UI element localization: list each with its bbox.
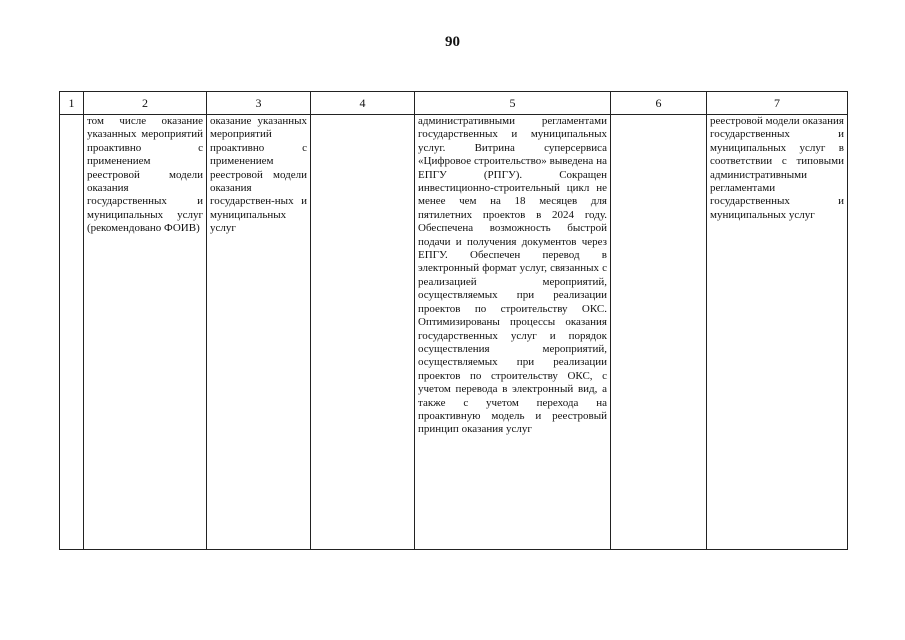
column-header: 6 [611,92,707,115]
column-header: 5 [415,92,611,115]
cell-text: оказание указанных мероприятий проактивно с применением реестровой модели оказания государствен-ных и муниципальных услуг [210,115,307,235]
column-header: 7 [707,92,848,115]
page-number: 90 [445,34,460,50]
table-cell-col5 [415,115,611,550]
table-cell-col2 [84,115,207,550]
table-cell-col3 [207,115,311,550]
table-cell-col4 [311,115,415,550]
cell-text: реестровой модели оказания государственных и муниципальных услуг в соответствии с типовыми административными регламентами государственных и муниципальных услуг [710,115,844,221]
column-header: 2 [84,92,207,115]
table-cell-col6 [611,115,707,550]
cell-text: том числе оказание указанных мероприятий проактивно с применением реестровой модели оказания государственных и муниципальных услуг (рекомендовано ФОИВ) [87,115,203,235]
table-row [60,115,848,550]
column-header: 4 [311,92,415,115]
table-header-row [60,92,848,115]
column-header: 1 [60,92,84,115]
table-cell-col7 [707,115,848,550]
document-table [59,91,848,550]
column-header: 3 [207,92,311,115]
table-cell-col1 [60,115,84,550]
cell-text: административными регламентами государственных и муниципальных услуг. Витрина суперсервиса «Цифровое строительство» выведена на ЕПГУ (РПГУ). Сокращен инвестиционно-строительный цикл не менее чем на 18 месяцев для пятилетних проектов в 2024 году. Обеспечена возможность быстрой подачи и получения документов через ЕПГУ. Обеспечен перевод в электронный формат услуг, связанных с реализацией мероприятий, осуществляемых при реализации проектов по строительству ОКС. Оптимизированы процессы оказания государственных услуг и порядок осуществления мероприятий, осуществляемых при реализации проектов по строительству ОКС, с учетом перевода в электронный вид, а также с учетом перехода на проактивную модель и реестровый принцип оказания услуг [418,115,607,436]
